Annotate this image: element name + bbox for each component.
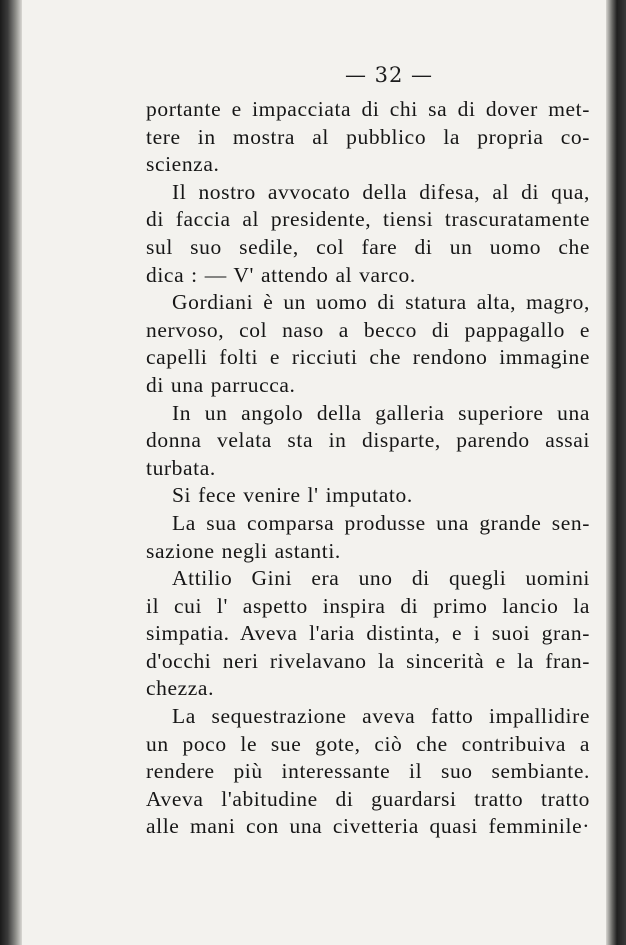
text-line: Attilio Gini era uno di quegli uomini <box>172 566 590 591</box>
text-line: donna velata sta in disparte, parendo assai <box>146 428 590 453</box>
text-line: sazione negli astanti. <box>146 538 341 563</box>
text-line: turbata. <box>146 455 216 480</box>
text-line: Il nostro avvocato della difesa, al di qua, <box>172 179 590 204</box>
text-line: La sua comparsa produsse una grande sen- <box>172 510 590 535</box>
text-line: rendere più interessante il suo sembiante. <box>146 759 590 784</box>
text-line: un poco le sue gote, ciò che contribuiva a <box>146 731 590 756</box>
page-number: — 32 — <box>344 63 434 87</box>
text-line: Gordiani è un uomo di statura alta, magro, <box>172 290 590 315</box>
text-line: In un angolo della galleria superiore una <box>172 400 590 425</box>
text-line: capelli folti e ricciuti che rendono immagine <box>146 345 590 370</box>
body-text <box>146 96 590 841</box>
text-line: scienza. <box>146 152 220 177</box>
text-line: dica : — V' attendo al varco. <box>146 262 416 287</box>
text-line: di faccia al presidente, tiensi trascuratamente <box>146 207 590 232</box>
text-line: portante e impacciata di chi sa di dover met- <box>146 97 590 121</box>
text-line: La sequestrazione aveva fatto impallidire <box>172 704 590 729</box>
text-line: il cui l' aspetto inspira di primo lancio la <box>146 593 590 618</box>
text-line: alle mani con una civetteria quasi femminile· <box>146 814 590 839</box>
book-page <box>22 0 606 945</box>
text-line: chezza. <box>146 676 215 701</box>
text-line: di una parrucca. <box>146 372 296 397</box>
text-line: Aveva l'abitudine di guardarsi tratto tratto <box>146 786 590 811</box>
text-line: Si fece venire l' imputato. <box>172 483 413 508</box>
text-line: d'occhi neri rivelavano la sincerità e la fran- <box>146 648 590 673</box>
text-line: nervoso, col naso a becco di pappagallo e <box>146 317 590 342</box>
page-edge <box>606 0 626 945</box>
text-line: simpatia. Aveva l'aria distinta, e i suoi gran- <box>146 621 590 646</box>
binding-edge <box>0 0 22 945</box>
text-line: sul suo sedile, col fare di un uomo che <box>146 234 590 259</box>
text-line: tere in mostra al pubblico la propria co- <box>146 124 590 149</box>
